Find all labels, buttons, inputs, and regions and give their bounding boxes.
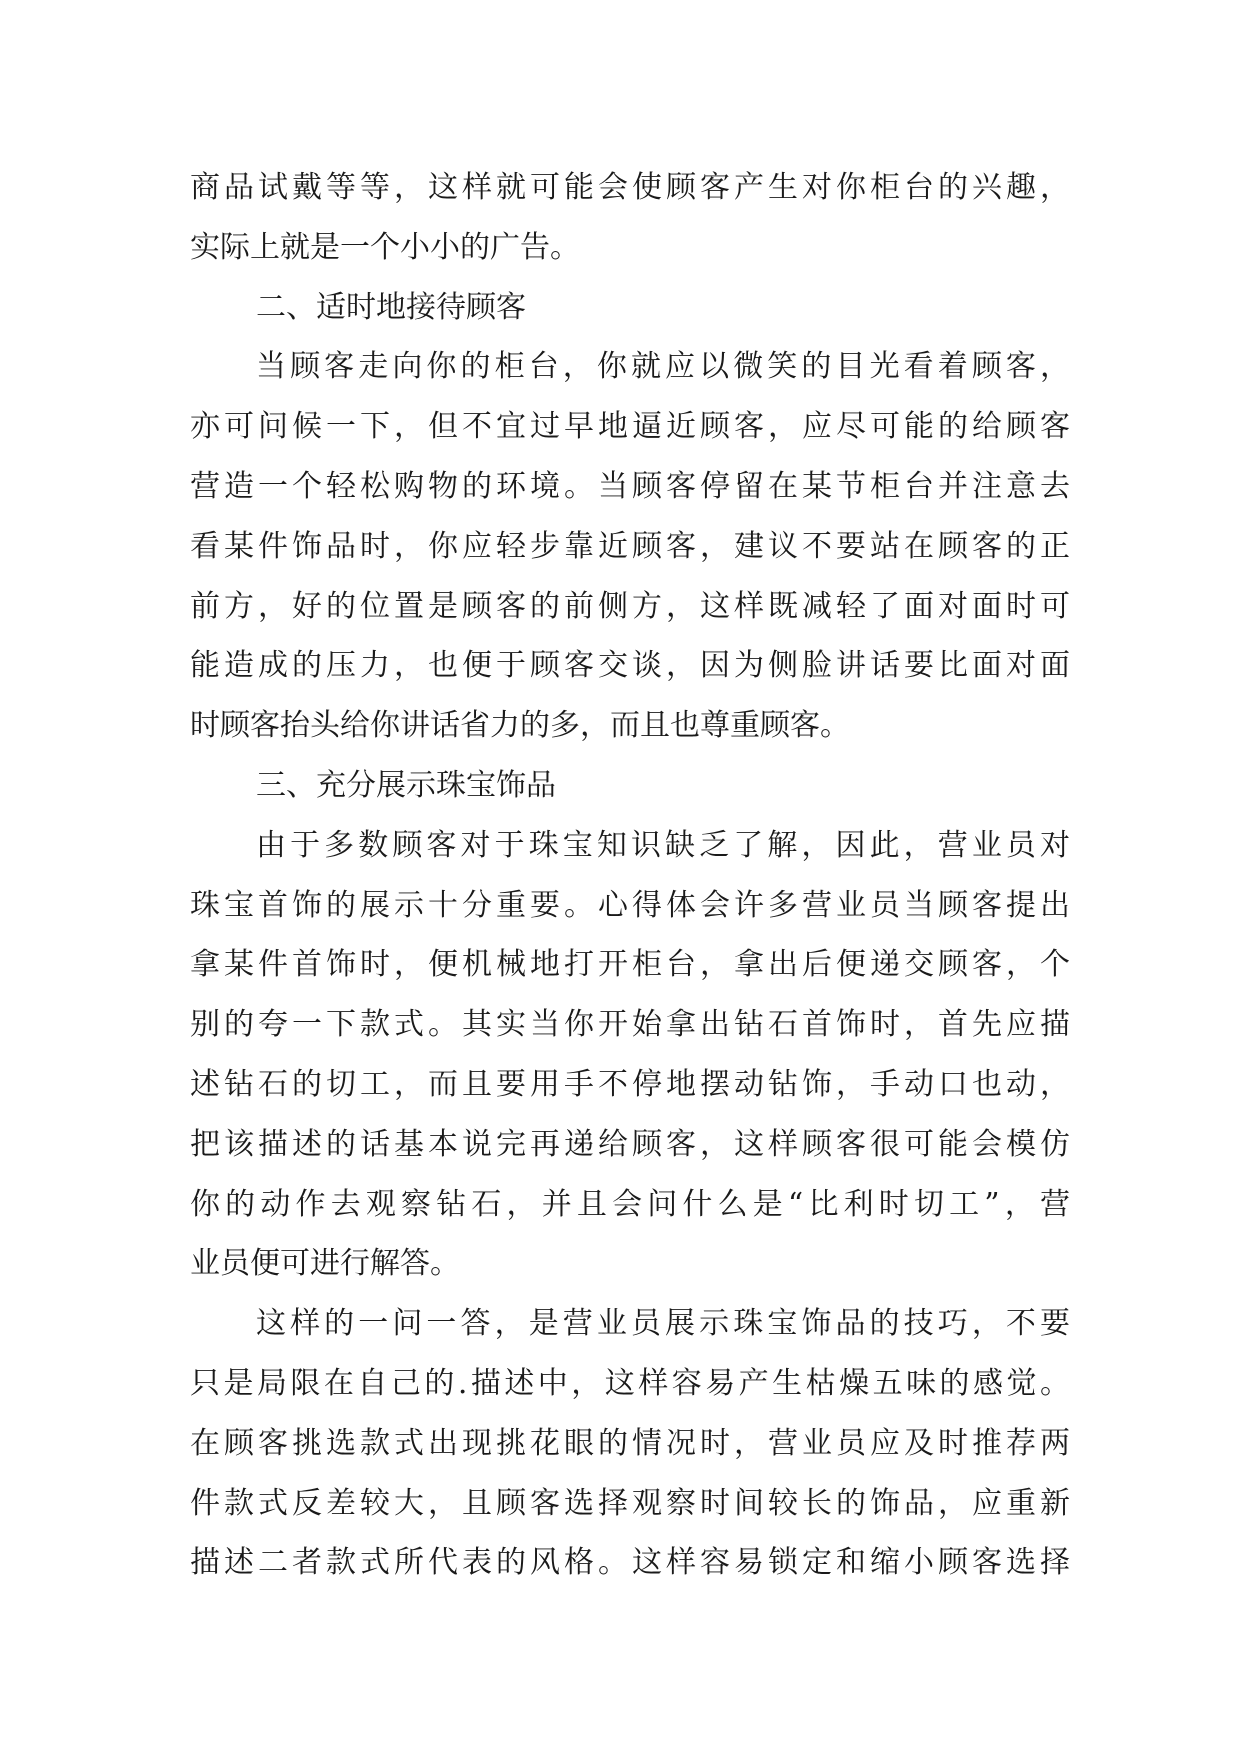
- text-line: 描述二者款式所代表的风格。这样容易锁定和缩小顾客选择: [190, 1545, 1070, 1581]
- text-line: 把该描述的话基本说完再递给顾客，这样顾客很可能会模仿: [190, 1126, 1070, 1162]
- text-line: 前方，好的位置是顾客的前侧方，这样既减轻了面对面时可: [190, 588, 1070, 624]
- text-line: 时顾客抬头给你讲话省力的多，而且也尊重顾客。: [190, 708, 850, 744]
- text-line: 珠宝首饰的展示十分重要。心得体会许多营业员当顾客提出: [190, 887, 1070, 923]
- text-line: 你的动作去观察钻石，并且会问什么是“比利时切工”，营: [190, 1186, 1070, 1222]
- text-line: 能造成的压力，也便于顾客交谈，因为侧脸讲话要比面对面: [190, 648, 1070, 684]
- document-body: [190, 158, 1070, 1593]
- text-line: 商品试戴等等，这样就可能会使顾客产生对你柜台的兴趣，: [190, 170, 1070, 205]
- text-line: 当顾客走向你的柜台，你就应以微笑的目光看着顾客，: [256, 349, 1070, 385]
- text-line: 只是局限在自己的.描述中，这样容易产生枯燥五味的感觉。: [190, 1365, 1070, 1401]
- text-line: 拿某件首饰时，便机械地打开柜台，拿出后便递交顾客，个: [190, 947, 1070, 983]
- text-line: 业员便可进行解答。: [190, 1246, 460, 1282]
- text-line: 亦可问候一下，但不宜过早地逼近顾客，应尽可能的给顾客: [190, 409, 1070, 445]
- text-line: 这样的一问一答，是营业员展示珠宝饰品的技巧，不要: [256, 1306, 1070, 1342]
- text-line: 二、适时地接待顾客: [256, 289, 526, 325]
- text-line: 实际上就是一个小小的广告。: [190, 229, 580, 265]
- text-line: 别的夸一下款式。其实当你开始拿出钻石首饰时，首先应描: [190, 1007, 1070, 1043]
- text-line: 由于多数顾客对于珠宝知识缺乏了解，因此，营业员对: [256, 827, 1070, 863]
- text-line: 三、充分展示珠宝饰品: [256, 767, 556, 803]
- text-line: 营造一个轻松购物的环境。当顾客停留在某节柜台并注意去: [190, 468, 1070, 504]
- text-line: 述钻石的切工，而且要用手不停地摆动钻饰，手动口也动，: [190, 1066, 1070, 1102]
- text-line: 看某件饰品时，你应轻步靠近顾客，建议不要站在顾客的正: [190, 528, 1070, 564]
- text-line: 件款式反差较大，且顾客选择观察时间较长的饰品，应重新: [190, 1485, 1070, 1521]
- text-line: 在顾客挑选款式出现挑花眼的情况时，营业员应及时推荐两: [190, 1425, 1070, 1461]
